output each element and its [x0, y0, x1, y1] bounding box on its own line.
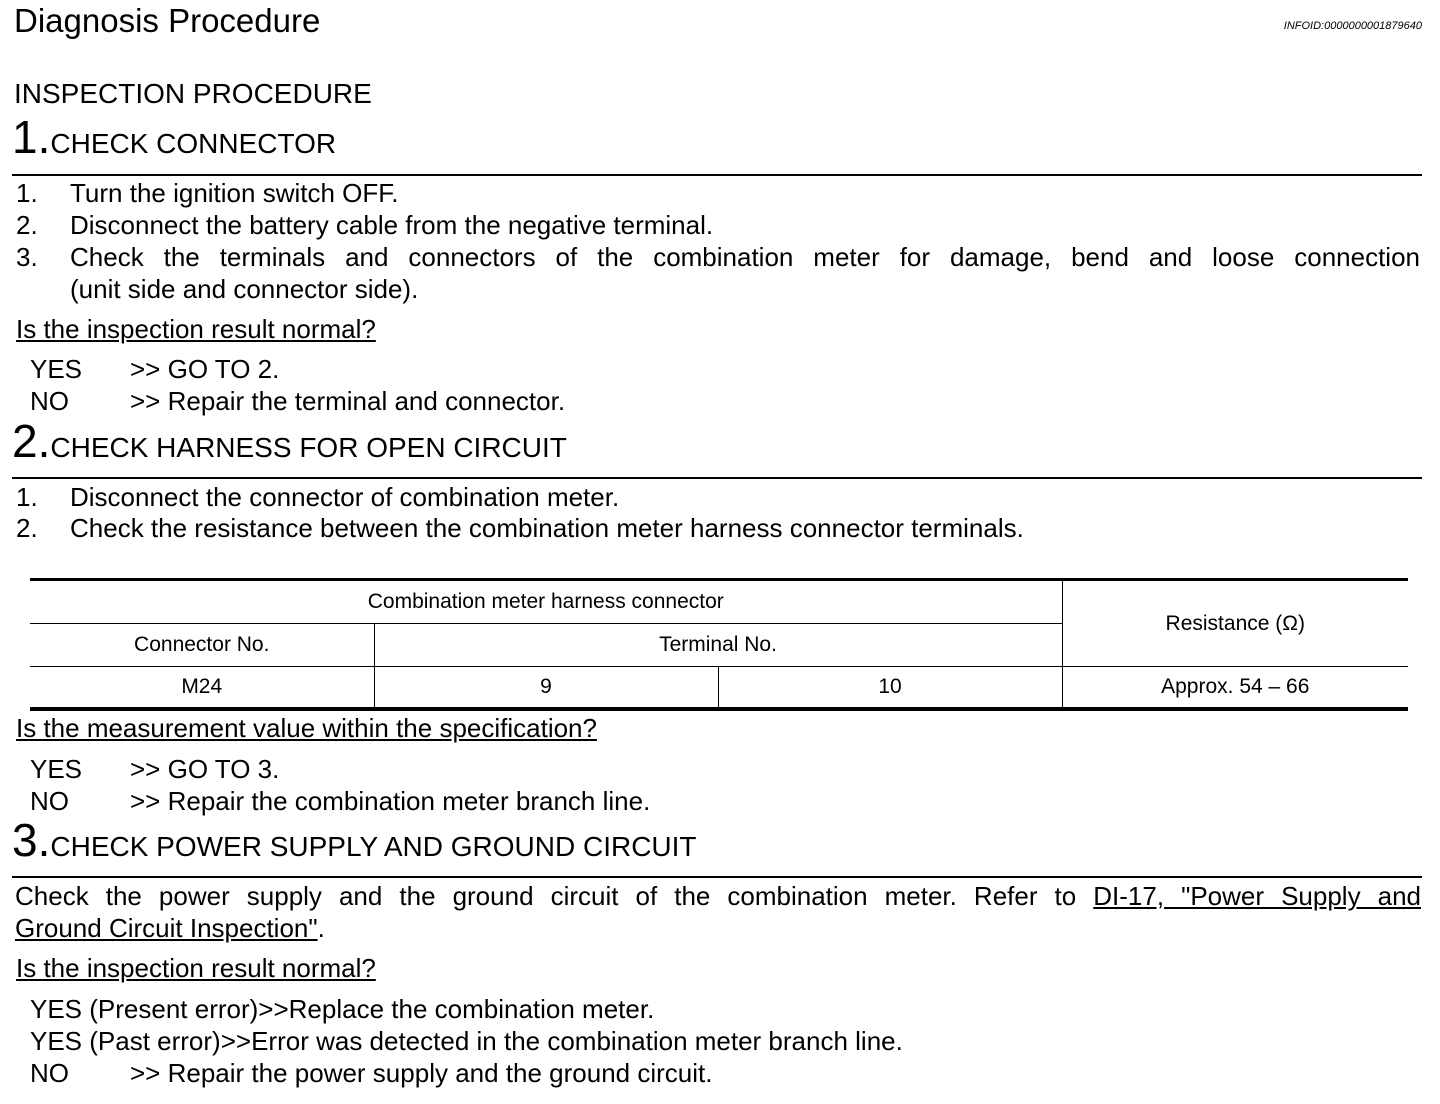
list-item-continuation: (unit side and connector side). — [70, 274, 419, 304]
answer-no: NO >> Repair the combination meter branch line. — [30, 786, 651, 816]
divider — [12, 174, 1422, 176]
divider — [12, 477, 1422, 479]
reference-link[interactable]: DI-17, "Power Supply and — [1093, 881, 1421, 911]
answer-yes: YES >> GO TO 3. — [30, 754, 280, 784]
step-number: 3. — [12, 814, 51, 866]
answer-yes: YES >> GO TO 2. — [30, 354, 280, 384]
step-2-heading — [12, 415, 567, 470]
step-number: 2. — [12, 415, 51, 467]
question: Is the measurement value within the specification? — [16, 713, 597, 743]
cell-terminal-a: 9 — [374, 667, 718, 710]
cell-terminal-b: 10 — [718, 667, 1062, 710]
table-row — [30, 667, 1408, 710]
step-title: CHECK HARNESS FOR OPEN CIRCUIT — [50, 432, 567, 463]
info-id: INFOID:0000000001879640 — [1283, 20, 1422, 32]
page-title: Diagnosis Procedure — [14, 2, 321, 39]
step-1-heading — [12, 111, 337, 166]
cell-connector: M24 — [30, 667, 374, 710]
divider — [12, 876, 1422, 878]
table-header-resistance: Resistance (Ω) — [1062, 580, 1408, 667]
question: Is the inspection result normal? — [16, 314, 376, 344]
step-3-heading — [12, 814, 697, 869]
table-header-connector: Connector No. — [30, 624, 374, 667]
resistance-spec-table — [30, 578, 1408, 711]
question: Is the inspection result normal? — [16, 953, 376, 983]
step-title: CHECK CONNECTOR — [50, 128, 337, 159]
answer-no: NO >> Repair the terminal and connector. — [30, 386, 566, 416]
table-group-header: Combination meter harness connector — [30, 580, 1062, 624]
step-title: CHECK POWER SUPPLY AND GROUND CIRCUIT — [50, 831, 697, 862]
table-header-terminal: Terminal No. — [374, 624, 1062, 667]
step-number: 1. — [12, 111, 51, 163]
reference-paragraph: Check the power supply and the ground circuit of the combination meter. Refer to DI-17, "Power Supply and — [15, 881, 1421, 911]
list-item: 3. Check the terminals and connectors of the combination meter for damage, bend and loose connection — [16, 242, 1420, 272]
list-item: 1. Turn the ignition switch OFF. — [16, 178, 399, 208]
reference-paragraph-line2: Ground Circuit Inspection". — [15, 913, 325, 943]
answer-no: NO >> Repair the power supply and the ground circuit. — [30, 1058, 713, 1088]
reference-link[interactable]: Ground Circuit Inspection" — [15, 913, 318, 943]
list-item: 2. Disconnect the battery cable from the negative terminal. — [16, 210, 714, 240]
cell-resistance: Approx. 54 – 66 — [1062, 667, 1408, 710]
list-item: 1. Disconnect the connector of combination meter. — [16, 482, 620, 512]
answer-yes-past: YES (Past error)>>Error was detected in the combination meter branch line. — [30, 1026, 903, 1056]
list-item: 2. Check the resistance between the combination meter harness connector terminals. — [16, 513, 1024, 543]
answer-yes-present: YES (Present error)>>Replace the combination meter. — [30, 994, 655, 1024]
section-subtitle: INSPECTION PROCEDURE — [14, 78, 372, 109]
